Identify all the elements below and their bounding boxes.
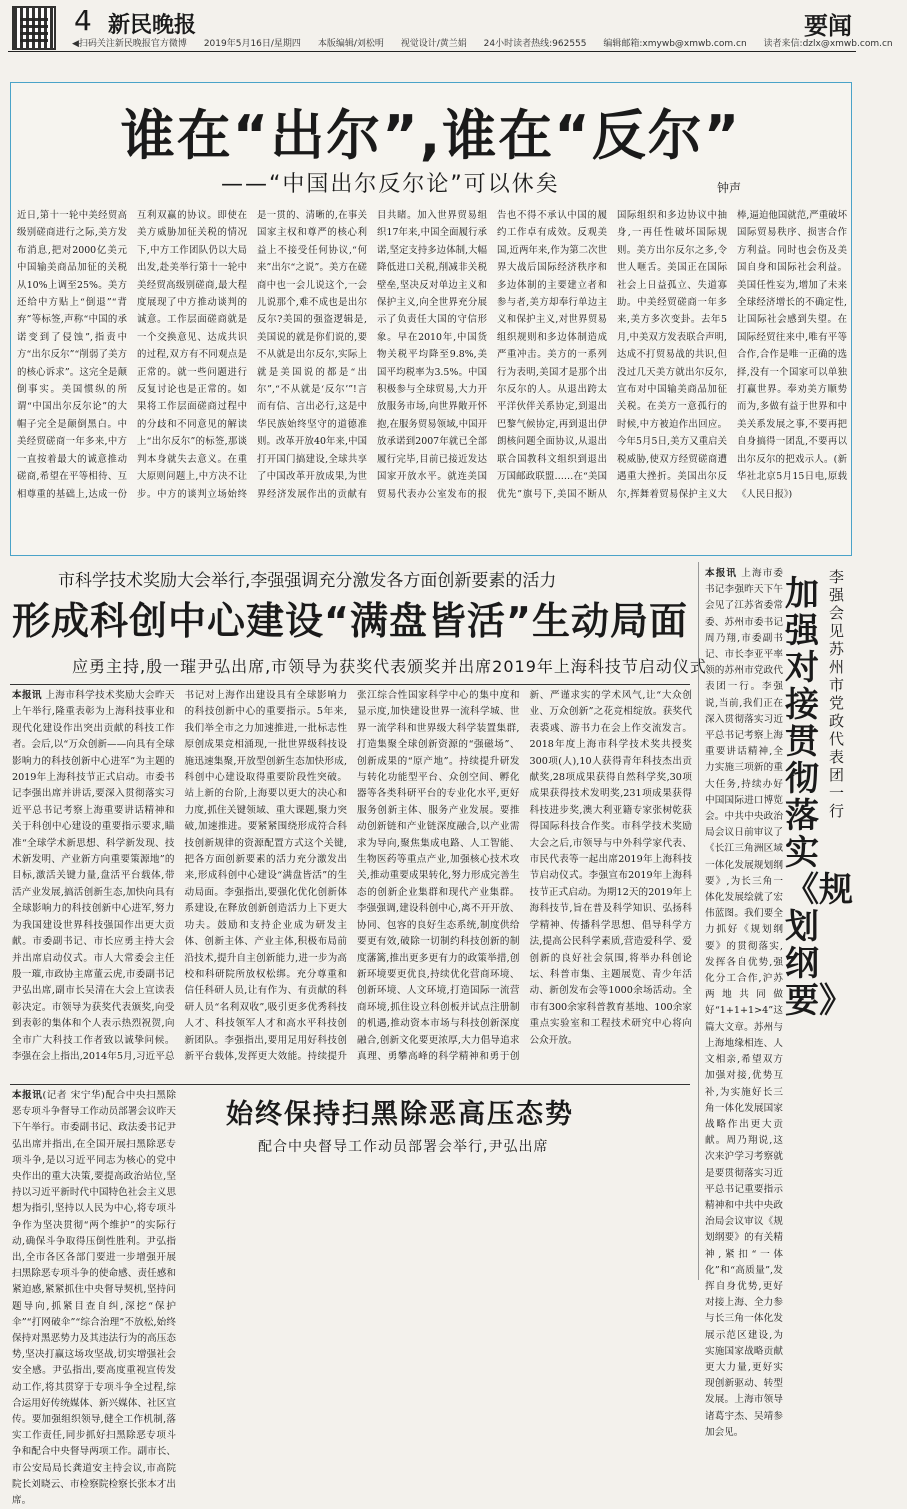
article-subhead: 应勇主持,殷一璀尹弘出席,市领导为获奖代表颁奖并出席2019年上海科技节启动仪式 bbox=[72, 657, 707, 676]
info-item: 24小时读者热线:962555 bbox=[483, 39, 587, 49]
info-item: ◀扫码关注新民晚报官方微博 bbox=[72, 39, 187, 49]
article-lead: 本报讯 bbox=[12, 1090, 43, 1101]
section-title: 要闻 bbox=[804, 12, 852, 40]
article-body-text: (记者 宋宁华)配合中央扫黑除恶专项斗争督导工作动员部署会议昨天下午举行。市委副书记、政法委书记尹弘出席并指出,在全国开展扫黑除恶专项斗争,是以习近平同志为核心的党中央作出的重大决策,要提高政治站位,坚持以习近平新时代中国特色社会主义思想为指引,坚持以人民为中心,将专项斗争作为坚决贯彻“两个维护”的实际行动,确保斗争取得压倒性胜利。尹弘指出,全市各区各部门要进一步增强开展扫黑除恶专项斗争的使命感、责任感和紧迫感,紧紧抓住中央督导契机,坚持问题导向,抓紧目查自纠,深挖“保护伞”“打网破伞”“综合治理”不放松,始终保持对黑恶势力及其违法行为的高压态势,坚决打赢这场攻坚战,切实增强社会安全感。尹弘指出,要高度重视宣传发动工作,将其贯穿于专项斗争全过程,综合运用好传统媒体、新兴媒体、社区宣传。要加强组织领导,健全工作机制,落实工作责任,同步抓好扫黑除恶专项斗争和配合中央督导两项工作。副市长、市公安局局长龚道安主持会议,市高院院长刘晓云、市检察院检察长张本才出席。 bbox=[12, 1090, 176, 1507]
sidebar-body bbox=[705, 566, 784, 1438]
info-item: 2019年5月16日/星期四 bbox=[203, 39, 301, 49]
info-item: 读者来信:dzlx@xmwb.com.cn bbox=[763, 39, 893, 49]
sidebar-kicker: 李强会见苏州市党政代表团一行 bbox=[829, 568, 845, 820]
article-subtitle: ——“中国出尔反尔论”可以休矣 bbox=[221, 172, 560, 197]
article-title: 谁在“出尔”,谁在“反尔” bbox=[120, 104, 742, 167]
article-body: 近日,第十一轮中美经贸高级别磋商进行之际,美方发布消息,把对2000亿美元中国输美商品加征的关税从10%上调至25%。美方还给中方贴上“倒退”“背弃”等标签,声称“中国的承诺变到了侵蚀”,指责中方“出尔反尔”“削弱了美方的核心诉求”。这完全是颠倒事实。美国惯纵的所谓“中国出尔反尔论”的大帽子完全是颠倒黑白。中美经贸磋商一年多来,中方一直按着最大的诚意推动磋商,希望在平等相待、互相尊重的基础上,达成一份互利双赢的协议。即使在美方威胁加征关税的情况下,中方工作团队仍以大局出发,赴美举行第十一轮中美经贸高级别磋商,最大程度展现了中方推动谈判的诚意。工作层面磋商就是一个交换意见、达成共识的过程,双方有不同观点是正常的。就一些问题进行反复讨论也是正常的。如果将工作层面磋商过程中的分歧和不同意见的解读上“出尔反尔”的标签,那谈判本身就失去意义。在重大原则问题上,中方决不让步。中方的谈判立场始终是一贯的、清晰的,在事关国家主权和尊严的核心利益上不接受任何协议,“何来”出尔“之说”。美方在磋商中也一会儿说这个,一会儿说那个,难不成也是出尔反尔?美国的强盗逻辑是,美国说的就是你们说的,要不从就是出尔反尔,实际上就是美国说的都是“出尔”,“不从就是‘反尔’”!言而有信、言出必行,这是中华民族始终坚守的道德准则。改革开放40年来,中国打开国门搞建设,全球共享了中国改革开放成果,为世界经济发展作出的贡献有目共睹。加入世界贸易组织17年来,中国全面履行承诺,坚定支持多边体制,大幅降低进口关税,削减非关税壁垒,坚决反对单边主义和保护主义,向全世界充分展示了负责任大国的守信形象。早在2010年,中国货物关税平均降至9.8%,美国平均税率为3.5%。中国积极参与全球贸易,大力开放服务市场,向世界敞开怀抱,在服务贸易领域,中国开放承诺到2007年就已全部履行完毕,目前已接近发达国家开放水平。就连美国贸易代表办公室发布的报告也不得不承认中国的履约工作卓有成效。反观美国,近两年来,作为第二次世界大战后国际经济秩序和多边体制的主要建立者和参与者,美方却奉行单边主义和保护主义,对世界贸易组织规则和多边体制造成严重冲击。美方的一系列行为表明,美国才是那个出尔反尔的人。从退出跨太平洋伙伴关系协定,到退出巴黎气候协定,再到退出伊朗核问题全面协议,从退出联合国教科文组织到退出万国邮政联盟……在“美国优先”旗号下,美国不断从国际组织和多边协议中抽身,一再任性破坏国际规则。美方出尔反尔之多,令世人咂舌。美国正在国际社会上日益孤立、失道寡助。中美经贸磋商一年多来,美方多次变卦。去年5月,中美双方发表联合声明,达成不打贸易战的共识,但没过几天美方就出尔反尔,宣布对中国输美商品加征关税。在美方一意孤行的时候,中方被迫作出回应。今年5月5日,美方又重启关税威胁,使双方经贸磋商遭遇重大挫折。美国出尔反尔,挥舞着贸易保护主义大棒,逼迫他国就范,严重破坏国际贸易秩序、损害合作方利益。同时也会伤及美国自身和国际社会利益。美国任性妄为,增加了未来全球经济增长的不确定性,让国际社会感到失望。在国际经贸往来中,唯有平等合作,合作是唯一正确的选择,没有一个国家可以单独打赢世界。奉劝美方顺势而为,多做有益于世界和中美关系发展之事,不要再把自身搞得一团乱,不要再以出尔反尔的把戏示人。(新华社北京5月15日电,原载《人民日报》) bbox=[17, 210, 847, 500]
article-body bbox=[12, 688, 692, 1074]
article-headline: 形成科创中心建设“满盘皆活”生动局面 bbox=[12, 599, 688, 643]
article-author: 钟声 bbox=[716, 181, 741, 195]
paper-name: 新民晚报 bbox=[108, 13, 197, 38]
sidebar-article bbox=[698, 562, 856, 1438]
sidebar-body-text: 上海市委书记李强昨天下午会见了江苏省委常委、苏州市委书记周乃翔,市委副书记、市长李亚平率领的苏州市党政代表团一行。李强说,当前,我们正在深入贯彻落实习近平总书记考察上海重要讲话精神,全力实施三项新的重大任务,持续办好中国国际进口博览会。中共中央政治局会议日前审议了《长江三角洲区域一体化发展规划纲要》,为长三角一体化发展绘就了宏伟蓝图。我们要全力抓好《规划纲要》的贯彻落实,发挥各自优势,强化分工合作,沪苏两地共同做好“1+1+1>4”这篇大文章。苏州与上海地缘相连、人文相亲,希望双方加强对接,优势互补,为实施好长三角一体化发展国家战略作出更大贡献。周乃翔说,这次来沪学习考察就是要贯彻落实习近平总书记重要指示精神和中共中央政治局会议审议《规划纲要》的有关精神,紧扣“一体化”和“高质量”,发挥自身优势,更好对接上海、全力参与长三角一体化发展示范区建设,为实施国家战略贡献更大力量,更好实现创新驱动、转型发展。上海市领导诸葛宇杰、吴靖参加会见。 bbox=[705, 568, 784, 1438]
sidebar-lead: 本报讯 bbox=[705, 568, 738, 579]
divider bbox=[10, 1084, 690, 1085]
info-item: 本版编辑/刘松明 bbox=[317, 39, 384, 49]
info-item: 视觉设计/黄兰娟 bbox=[400, 39, 467, 49]
article-kicker: 市科学技术奖励大会举行,李强强调充分激发各方面创新要素的活力 bbox=[58, 571, 557, 591]
info-item: 编辑邮箱:xmywb@xmwb.com.cn bbox=[603, 39, 747, 49]
divider bbox=[10, 684, 690, 685]
page-number: 4 bbox=[74, 4, 92, 37]
article-headline: 始终保持扫黑除恶高压态势 bbox=[226, 1099, 574, 1130]
article-body bbox=[12, 1088, 176, 1507]
masthead-info-line bbox=[72, 36, 893, 49]
article-lead: 本报讯 bbox=[12, 690, 42, 701]
article-subhead: 配合中央督导工作动员部署会举行,尹弘出席 bbox=[258, 1139, 549, 1155]
masthead bbox=[8, 4, 893, 52]
article-body-text: 上海市科学技术奖励大会昨天上午举行,隆重表彰为上海科技事业和现代化建设作出突出贡献的科技工作者。会后,以“万众创新——向具有全球影响力的科技创新中心进军”为主题的2019年上海科技节正式启动。市委书记李强出席并讲话,要深入贯彻落实习近平总书记考察上海重要讲话精神和关于科创中心建设的重要指示要求,瞄准“全球学术新思想、科学新发现、技术新发明、产业新方向重要策源地”的目标,激活关键力量,盘活平台载体,带活产业发展,搞活创新生态,加快向具有全球影响力的科技创新中心进军,努力为我国建设世界科技强国作出更大贡献。市委副书记、市长应勇主持大会并出席启动仪式。市人大常委会主任殷一璀,市政协主席董云虎,市委副书记尹弘出席,副市长吴清在大会上宣读表彰决定。市领导为获奖代表颁奖,向受到表彰的集体和个人表示热烈祝贺,向全市广大科技工作者致以诚挚问候。李强在会上指出,2014年5月,习近平总书记对上海作出建设具有全球影响力的科技创新中心的重要指示。5年来,我们举全市之力加速推进,一批标志性原创成果竞相涌现,一批世界级科技设施迅速集聚,开放型创新生态加快形成,科创中心建设取得重要阶段性突破。站上新的台阶,上海要以更大的决心和力度,抓住关键领域、重大课题,聚力突破,加速推进。要紧紧围绕形成符合科技创新规律的资源配置方式这个关键,把各方面创新要素的活力充分激发出来,形成科创中心建设“满盘皆活”的生动局面。李强指出,要强化优化创新体系建设,在释放创新创造活力上下更大功夫。鼓励和支持企业成为研发主体、创新主体、产业主体,积极布局前沿技术,提升自主创新能力,进一步为高校和科研院所放权松绑。充分尊重和信任科研人员,让有作为、有贡献的科研人员“名利双收”,吸引更多优秀科技人才、科技领军人才和高水平科技创新团队。李强指出,要用足用好科技创新平台载体,发挥更大效能。持续提升张江综合性国家科学中心的集中度和显示度,加快建设世界一流科学城、世界一流学科和世界级大科学装置集群,打造集聚全球创新资源的“强磁场”、创新成果的“原产地”。持续提升研发与转化功能型平台、众创空间、孵化器等各类科研平台的专业化水平,更好服务创新主体、服务产业发展。要推动创新链和产业链深度融合,以产业需求为导向,聚焦集成电路、人工智能、生物医药等重点产业,加强核心技术攻关,推动重要成果转化,努力形成完善生态的创新企业集群和现代产业集群。李强强调,建设科创中心,离不开开放、协同、包容的良好生态系统,制度供给要更有效,破除一切制约科技创新的制度藩篱,推出更多更有力的政策举措,创新环境要更优良,持续优化营商环境、创新环境、人文环境,打造国际一流营商环境,抓住设立科创板并试点注册制的机遇,推动资本市场与科技创新深度融合,创新文化要更浓厚,大力倡导追求真理、勇攀高峰的科学精神和勇于创新、严谨求实的学术风气,让“大众创业、万众创新”之花竞相绽放。获奖代表裘彧、游书力在会上作交流发言。2018年度上海市科学技术奖共授奖300项(人),10人获得青年科技杰出贡献奖,28项成果获得自然科学奖,30项成果获得技术发明奖,231项成果获得科技进步奖,澳大利亚籍专家张树乾获得国际科技合作奖。市科学技术奖励大会之后,市领导与中外科学家代表、市民代表等一起出席2019年上海科技节启动仪式。李强宣布2019年上海科技节正式启动。为期12天的2019年上海科技节,旨在普及科学知识、弘扬科学精神、传播科学思想、倡导科学方法,提高公民科学素质,营造爱科学、爱创新的良好社会氛围,将举办科创论坛、科普市集、主题展览、青少年活动、新创发布会等1000余场活动。全市有300余家科普教育基地、100余家重点实验室和工程技术研究中心将向公众开放。 bbox=[12, 690, 692, 1062]
qr-code[interactable] bbox=[12, 6, 56, 50]
commentary-article bbox=[10, 82, 852, 556]
sidebar-headline: 加强对接贯彻落实《规划纲要》 bbox=[785, 574, 853, 1021]
